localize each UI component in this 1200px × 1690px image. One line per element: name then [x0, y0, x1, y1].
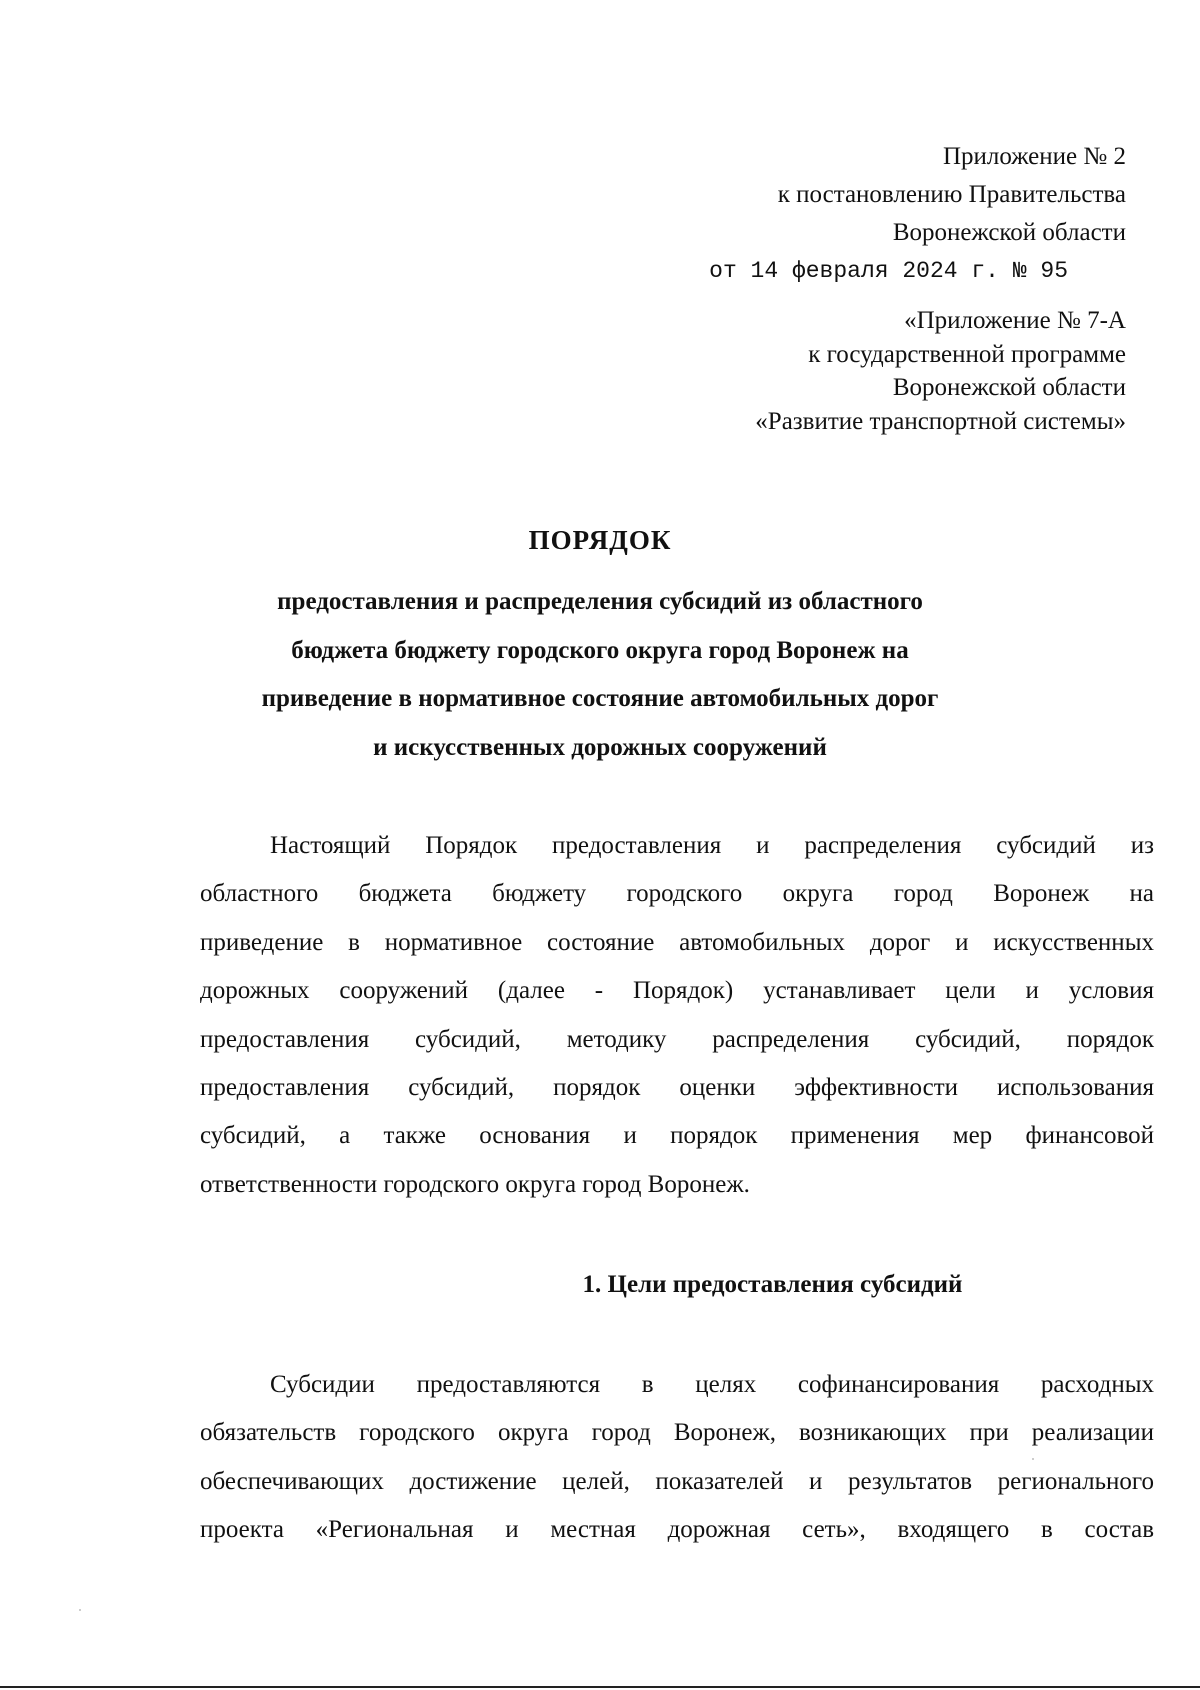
program-annex-block: [755, 304, 1126, 438]
subtitle-line: приведение в нормативное состояние автомобильных дорог: [261, 685, 939, 712]
paragraph-line: областного бюджета бюджету городского округа город Воронеж на: [200, 880, 1154, 908]
page-bottom-rule: [0, 1686, 1200, 1688]
paragraph-line: обеспечивающих достижение целей, показателей и результатов регионального: [200, 1467, 1154, 1495]
paragraph-line: предоставления субсидий, методику распределения субсидий, порядок: [200, 1025, 1154, 1053]
program-annex-region: Воронежской области: [892, 374, 1126, 401]
annex-number: Приложение № 2: [942, 143, 1126, 170]
paragraph-line: субсидий, а также основания и порядок применения мер финансовой: [200, 1122, 1154, 1150]
paragraph-line: приведение в нормативное состояние автомобильных дорог и искусственных: [200, 928, 1154, 956]
scan-speck: [79, 1609, 81, 1611]
annex-block: [709, 138, 1126, 290]
program-annex-number: «Приложение № 7-А: [904, 307, 1126, 334]
subtitle-line: предоставления и распределения субсидий из областного: [277, 588, 923, 615]
paragraph-line: обязательств городского округа город Воронеж, возникающих при реализации: [200, 1419, 1154, 1447]
subtitle-line: и искусственных дорожных сооружений: [373, 733, 827, 761]
program-annex-ref: к государственной программе: [808, 340, 1126, 368]
paragraph-line: проекта «Региональная и местная дорожная сеть», входящего в состав: [200, 1516, 1154, 1544]
document-title: ПОРЯДОК: [528, 525, 672, 555]
document-subtitle: [0, 578, 1200, 772]
section-paragraph: [200, 1361, 1154, 1555]
subtitle-line: бюджета бюджету городского округа город Воронеж на: [291, 636, 909, 664]
paragraph-line: дорожных сооружений (далее - Порядок) устанавливает цели и условия: [200, 977, 1154, 1005]
section-heading: 1. Цели предоставления субсидий: [582, 1271, 963, 1298]
annex-region: Воронежской области: [892, 219, 1126, 246]
paragraph-line: Субсидии предоставляются в целях софинансирования расходных: [270, 1371, 1154, 1398]
paragraph-line: Настоящий Порядок предоставления и распределения субсидий из: [270, 832, 1154, 859]
annex-resolution-ref: к постановлению Правительства: [777, 181, 1126, 208]
intro-paragraph: [200, 822, 1154, 1209]
scan-speck: [1032, 1458, 1034, 1460]
annex-date-stamp: от 14 февраля 2024 г. № 95: [709, 258, 1068, 284]
paragraph-line: предоставления субсидий, порядок оценки эффективности использования: [200, 1074, 1154, 1102]
program-annex-name: «Развитие транспортной системы»: [755, 407, 1126, 435]
paragraph-line: ответственности городского округа город Воронеж.: [200, 1170, 750, 1198]
